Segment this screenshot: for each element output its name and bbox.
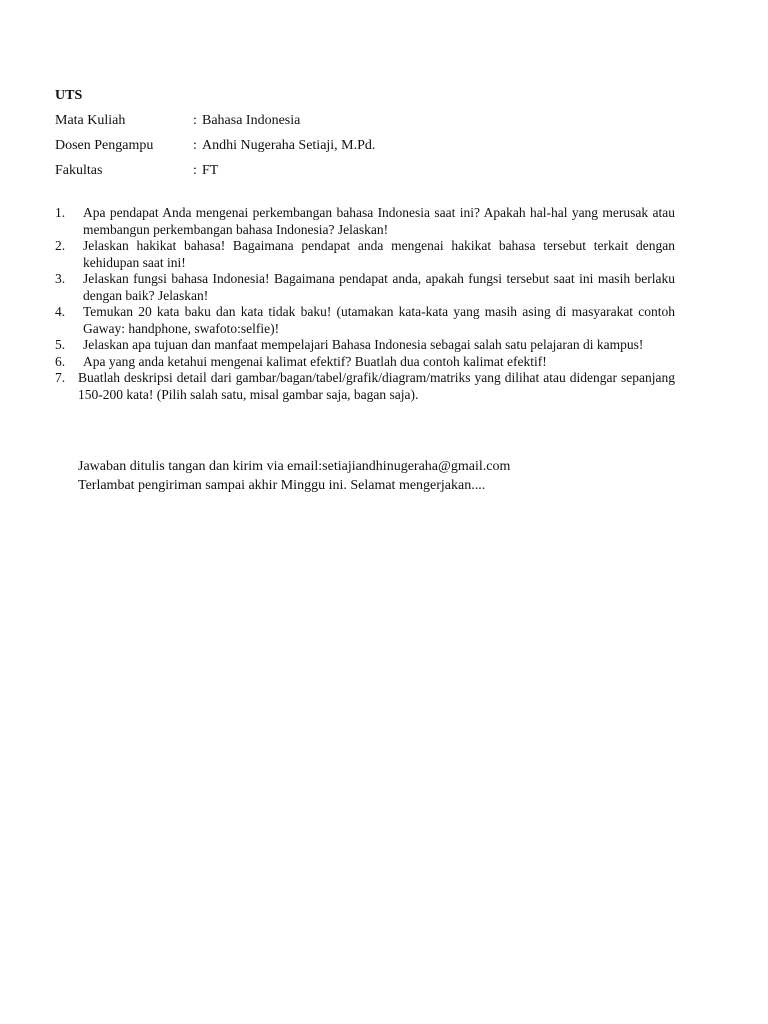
question-item bbox=[55, 304, 675, 337]
question-item bbox=[55, 354, 675, 371]
meta-separator: : bbox=[193, 138, 197, 153]
meta-value: FT bbox=[202, 163, 219, 178]
submission-email-line: Jawaban ditulis tangan dan kirim via email:setiajiandhinugeraha@gmail.com bbox=[78, 459, 511, 474]
question-item bbox=[55, 337, 675, 354]
question-item bbox=[55, 271, 675, 304]
question-text: Apa yang anda ketahui mengenai kalimat efektif? Buatlah dua contoh kalimat efektif! bbox=[83, 353, 547, 369]
question-list bbox=[55, 205, 675, 403]
question-text: Buatlah deskripsi detail dari gambar/bagan/tabel/grafik/diagram/matriks yang dilihat atau didengar sepanjang 150-200 kata! (Pilih salah satu, misal gambar saja, bagan saja). bbox=[78, 370, 675, 402]
question-number: 4. bbox=[55, 304, 66, 319]
question-text: Temukan 20 kata baku dan kata tidak baku! (utamakan kata-kata yang masih asing di masyarakat contoh Gaway: handphone, swafoto:selfie)! bbox=[83, 304, 675, 336]
deadline-line: Terlambat pengiriman sampai akhir Minggu ini. Selamat mengerjakan.... bbox=[78, 478, 486, 493]
question-text: Apa pendapat Anda mengenai perkembangan bahasa Indonesia saat ini? Apakah hal-hal yang merusak atau membangun perkembangan bahasa Indonesia? Jelaskan! bbox=[83, 205, 675, 237]
question-number: 6. bbox=[55, 353, 66, 369]
question-item bbox=[55, 238, 675, 271]
question-number: 1. bbox=[55, 205, 66, 220]
meta-label: Dosen Pengampu bbox=[55, 138, 154, 153]
meta-separator: : bbox=[193, 113, 197, 128]
question-number: 3. bbox=[55, 271, 66, 286]
meta-label: Fakultas bbox=[55, 163, 103, 178]
submission-instructions bbox=[78, 457, 510, 495]
question-text: Jelaskan hakikat bahasa! Bagaimana pendapat anda mengenai hakikat bahasa tersebut terkait dengan kehidupan saat ini! bbox=[83, 238, 675, 270]
question-item bbox=[55, 205, 675, 238]
question-number: 2. bbox=[55, 238, 66, 253]
meta-separator: : bbox=[193, 163, 197, 178]
meta-row-faculty bbox=[55, 163, 218, 179]
question-number: 5. bbox=[55, 337, 66, 352]
page-title: UTS bbox=[55, 88, 83, 103]
meta-row-lecturer bbox=[55, 138, 375, 154]
meta-value: Andhi Nugeraha Setiaji, M.Pd. bbox=[202, 138, 376, 153]
meta-value: Bahasa Indonesia bbox=[202, 113, 301, 128]
question-text: Jelaskan apa tujuan dan manfaat mempelajari Bahasa Indonesia sebagai salah satu pelajaran di kampus! bbox=[83, 337, 644, 352]
meta-label: Mata Kuliah bbox=[55, 113, 126, 128]
question-text: Jelaskan fungsi bahasa Indonesia! Bagaimana pendapat anda, apakah fungsi tersebut saat ini masih berlaku dengan baik? Jelaskan! bbox=[83, 271, 675, 303]
meta-row-course bbox=[55, 113, 300, 129]
question-item bbox=[55, 370, 675, 403]
question-number: 7. bbox=[55, 370, 66, 385]
